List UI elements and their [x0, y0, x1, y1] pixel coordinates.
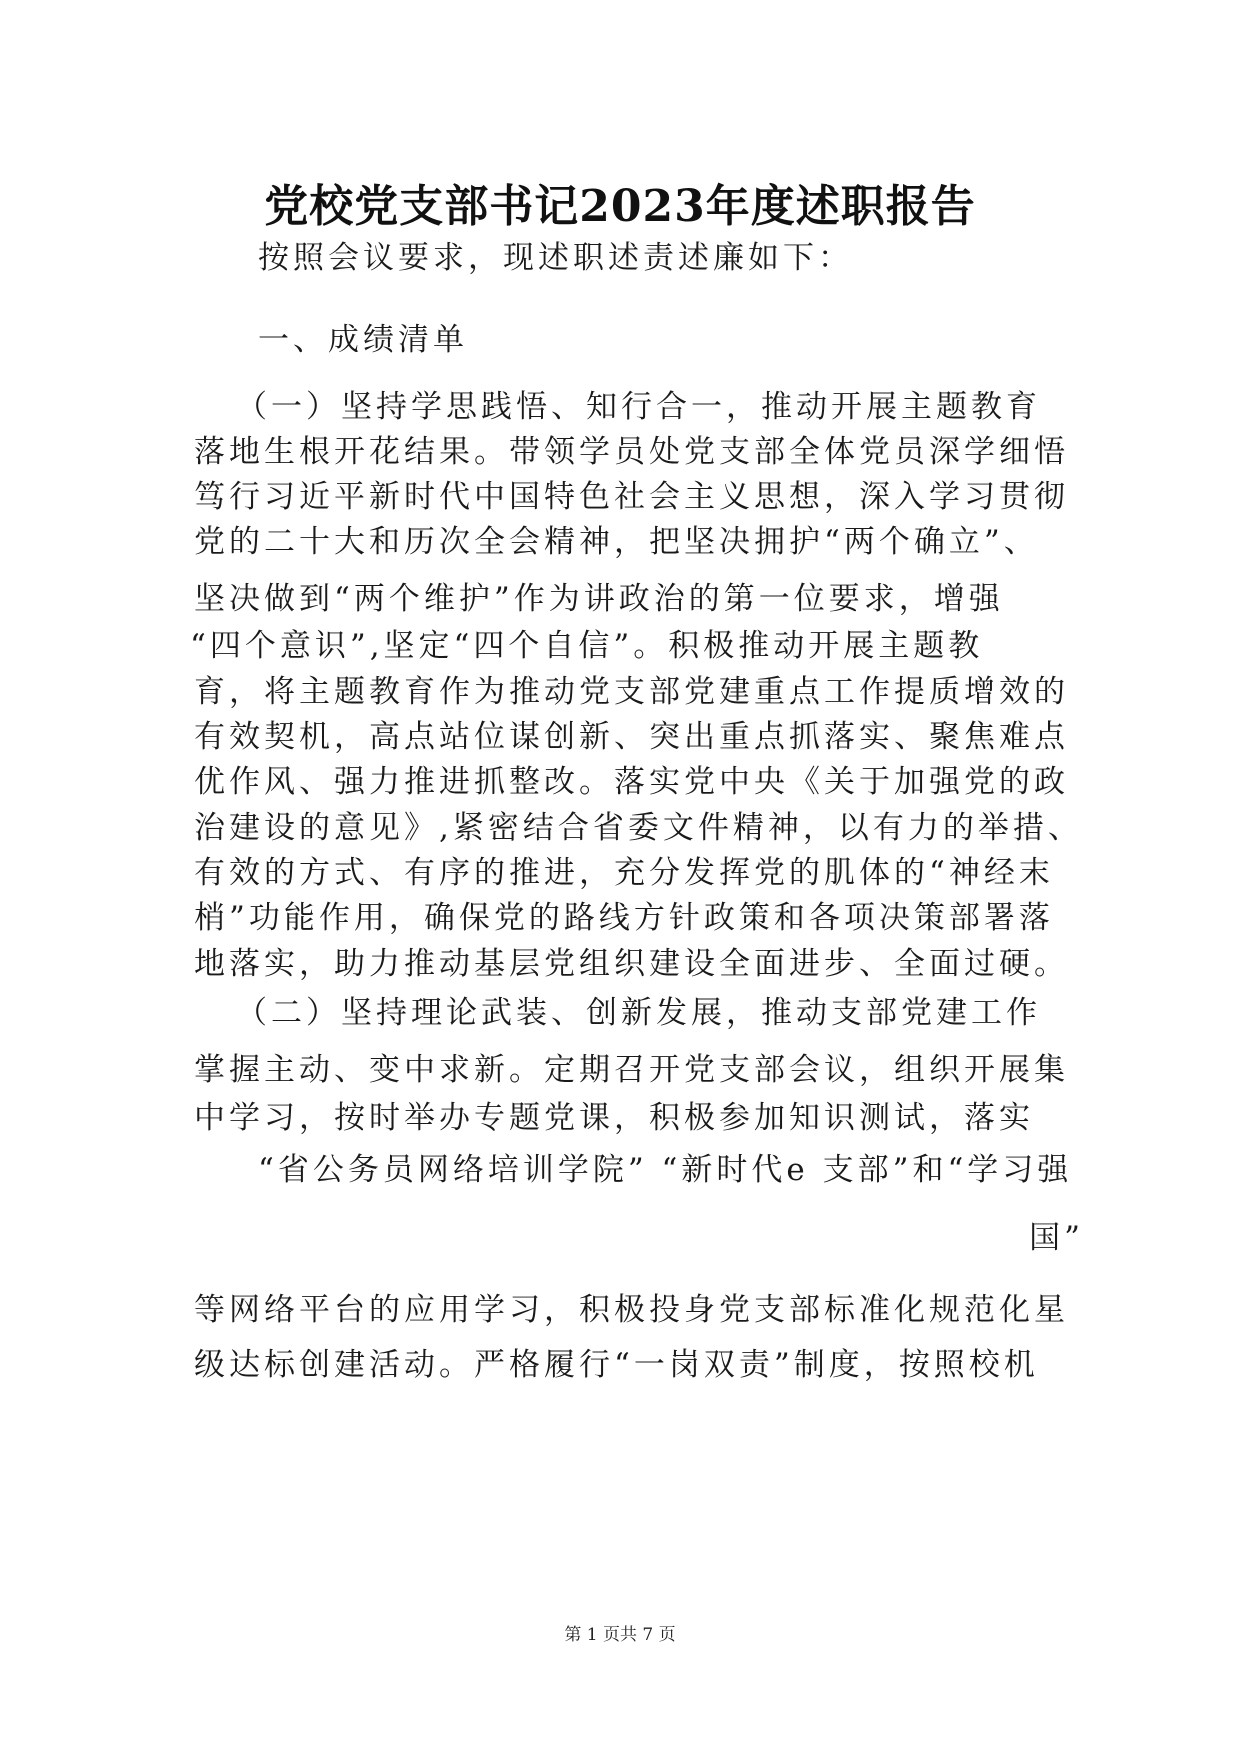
paragraph-line: 坚决做到“两个维护”作为讲政治的第一位要求，增强 — [194, 581, 1004, 617]
intro-line: 按照会议要求，现述职述责述廉如下： — [258, 240, 853, 276]
paragraph-line: “省公务员网络培训学院” “新时代e 支部”和“学习强 — [258, 1152, 1073, 1188]
paragraph-line: 治建设的意见》,紧密结合省委文件精神，以有力的举措、 — [194, 810, 1083, 846]
paragraph-line: （二）坚持理论武装、创新发展，推动支部党建工作 — [236, 995, 1041, 1031]
paragraph-line: （一）坚持学思践悟、知行合一，推动开展主题教育 — [236, 389, 1041, 425]
paragraph-line: 中学习，按时举办专题党课，积极参加知识测试，落实 — [194, 1100, 1034, 1136]
section-heading: 一、成绩清单 — [258, 322, 468, 358]
paragraph-line: 梢”功能作用，确保党的路线方针政策和各项决策部署落 — [194, 900, 1054, 936]
paragraph-line: 优作风、强力推进抓整改。落实党中央《关于加强党的政 — [194, 764, 1069, 800]
paragraph-line: 有效的方式、有序的推进，充分发挥党的肌体的“神经末 — [194, 855, 1054, 891]
paragraph-line: 落地生根开花结果。带领学员处党支部全体党员深学细悟 — [194, 434, 1069, 470]
page-number: 第 1 页共 7 页 — [564, 1625, 676, 1645]
paragraph-line: 级达标创建活动。严格履行“一岗双责”制度，按照校机 — [194, 1347, 1039, 1383]
paragraph-line: 地落实，助力推动基层党组织建设全面进步、全面过硬。 — [194, 946, 1069, 982]
paragraph-line: “四个意识”,坚定“四个自信”。积极推动开展主题教 — [190, 628, 984, 664]
paragraph-line: 国” — [1029, 1220, 1084, 1256]
paragraph-line: 党的二十大和历次全会精神，把坚决拥护“两个确立”、 — [194, 524, 1039, 560]
paragraph-line: 有效契机，高点站位谋创新、突出重点抓落实、聚焦难点 — [194, 719, 1069, 755]
document-title: 党校党支部书记2023年度述职报告 — [264, 181, 976, 232]
paragraph-line: 笃行习近平新时代中国特色社会主义思想，深入学习贯彻 — [194, 479, 1069, 515]
paragraph-line: 等网络平台的应用学习，积极投身党支部标准化规范化星 — [194, 1292, 1069, 1328]
paragraph-line: 掌握主动、变中求新。定期召开党支部会议，组织开展集 — [194, 1052, 1069, 1088]
paragraph-line: 育，将主题教育作为推动党支部党建重点工作提质增效的 — [194, 674, 1069, 710]
